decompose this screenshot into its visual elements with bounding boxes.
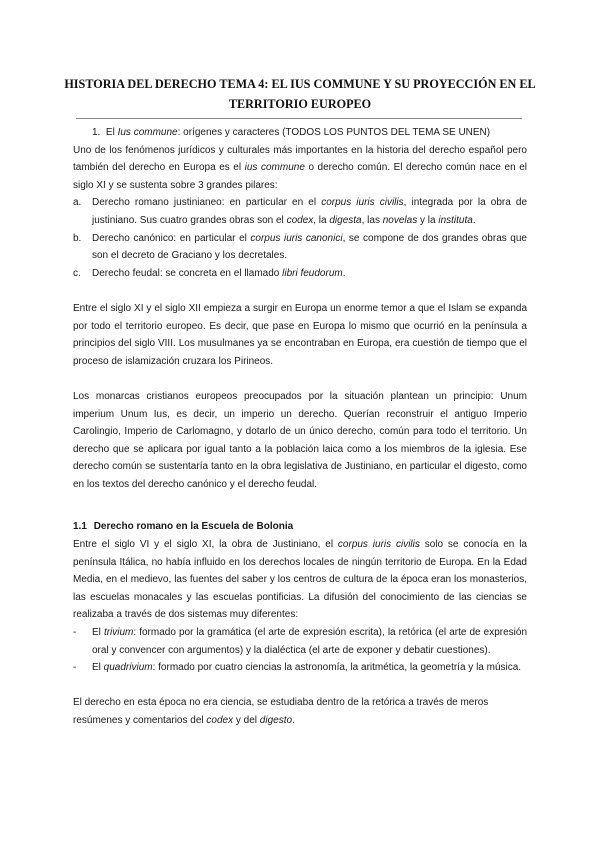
list-emphasis: trivium [103,627,134,639]
list-marker: a. [73,197,82,209]
list-text: . [342,267,346,279]
list-text: , las [361,214,383,226]
heading-emphasis: Ius commune [117,127,178,138]
document-title: HISTORIA DEL DERECHO TEMA 4: EL IUS COMMUNE Y SU PROYECCIÓN EN EL TERRITORIO EUROPEO [64,77,536,111]
list-emphasis: digesta [329,214,362,226]
list-text: , integrada por la obra de justiniano. Sus cuatro grandes obras son el [92,197,528,226]
section-number: 1.1 [73,521,87,533]
paragraph-text: y del [233,715,260,726]
list-marker: c. [73,267,81,279]
pillars-list [73,194,527,282]
section-heading [73,518,527,536]
list-emphasis: libri feudorum [282,267,343,279]
list-marker: - [73,662,77,674]
paragraph-emphasis: codex [206,715,234,726]
paragraph-text: Entre el siglo VI y el siglo XI, la obra de Justiniano, el [73,539,338,551]
list-emphasis: novelas [382,214,418,226]
spacer [73,370,527,388]
list-item [73,194,527,229]
paragraph [73,694,527,729]
systems-list [73,624,527,677]
intro-text-a: Uno de los fenómenos jurídicos y culturales más importantes en la historia del derecho español pero también del derecho en Europa es el [73,144,527,174]
list-item [73,230,527,265]
paragraph-emphasis: corpus iuris civilis [337,539,420,551]
list-emphasis: corpus iuris civilis [321,197,404,209]
document-body [73,124,527,730]
list-emphasis: instituta [438,214,473,226]
paragraph-text: El derecho en esta época no era ciencia, se estudiaba dentro de la retórica a través de meros resúmenes y comentarios del [73,697,489,726]
paragraph: Los monarcas cristianos europeos preocupados por la situación plantean un principio: Unum imperium Unum Ius, es decir, un imperio un derecho. Querían reconstruir el antiguo Imperio Carolingio, Imperio de Carlomagno, y dotarlo de un único derecho, común para todo el territorio. Un derecho que se aplicara por igual tanto a la población laica como a los miembros de la iglesia. Ese derecho común se sustentaría tanto en la obra legislativa de Justiniano, en particular el digesto, como en los textos del derecho canónico y el derecho feudal. [73,390,527,490]
list-item [73,624,527,659]
numbered-heading [73,124,527,142]
heading-number: 1. [92,127,101,138]
list-emphasis: codex [286,214,314,226]
paragraph: Entre el siglo XI y el siglo XII empieza a surgir en Europa un enorme temor a que el Islam se expanda por todo el territorio europeo. Es decir, que pase en Europa lo mismo que ocurrió en la península a principios del siglo VIII. Los musulmanes ya se encontraban en Europa, era cuestión de tiempo que el proceso de islamización cruzara los Pirineos. [73,302,527,367]
heading-text-post: : orígenes y caracteres (TODOS LOS PUNTOS DEL TEMA SE UNEN) [177,127,491,138]
list-marker: - [73,627,77,639]
list-text: y la [417,214,439,226]
heading-text-pre: El [105,127,118,138]
list-text: Derecho feudal: se concreta en el llamado [92,267,283,279]
spacer [73,677,527,695]
intro-emphasis: ius commune [244,162,305,174]
list-emphasis: corpus iuris canonici [250,232,343,244]
list-text: El [92,627,104,639]
paragraph-emphasis: digesto [259,715,293,726]
paragraph-text: solo se conocía en la península Itálica, no había influido en los derechos locales de ningún territorio de Europa. En la Edad Media, en el medievo, las fuentes del saber y los centros de cultura de la época eran los monasterios, las escuelas monacales y las escuelas pontificias. La difusión del conocimiento de las ciencias se realizaba a través de dos sistemas muy diferentes: [73,539,527,621]
list-text: Derecho canónico: en particular el [92,232,251,244]
list-text: , la [313,214,330,226]
list-marker: b. [73,232,82,244]
paragraph [73,536,527,624]
spacer [73,282,527,300]
list-item [73,659,527,677]
title-divider [76,118,522,119]
list-item [73,265,527,283]
list-emphasis: quadrivium [103,662,153,674]
paragraph-text: . [292,715,295,726]
intro-paragraph [73,142,527,195]
list-text: : formado por cuatro ciencias la astronomía, la aritmética, la geometría y la música. [152,662,522,674]
list-text: , se compone de dos grandes obras que son el decreto de Graciano y los decretales. [92,232,527,262]
list-text: . [472,214,476,226]
list-text: El [92,662,104,674]
section-title: Derecho romano en la Escuela de Bolonia [93,521,294,533]
list-text: : formado por la gramática (el arte de expresión escrita), la retórica (el arte de expresión oral y convencer con argumentos) y la dialéctica (el arte de exponer y debatir cuestiones). [92,627,527,656]
spacer [73,493,527,518]
intro-text-b: o derecho común. El derecho común nace en el siglo XI y se sustenta sobre 3 grandes pilares: [73,162,527,191]
list-text: Derecho romano justinianeo: en particular en el [92,197,322,209]
